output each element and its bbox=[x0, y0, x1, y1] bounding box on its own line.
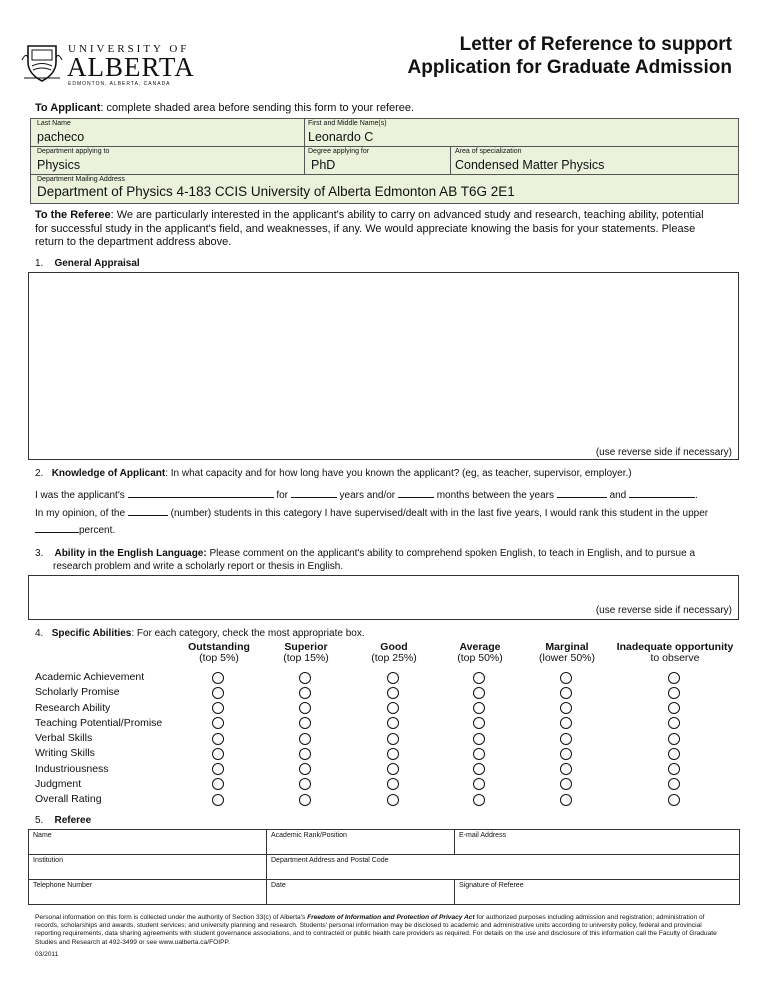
ability-row-label: Industriousness bbox=[35, 762, 109, 775]
referee-name-cell[interactable]: Name bbox=[29, 830, 267, 855]
privacy-notice bbox=[35, 914, 725, 947]
divider bbox=[450, 146, 451, 174]
percent-input[interactable] bbox=[35, 522, 79, 533]
rating-radio[interactable] bbox=[212, 778, 224, 790]
rating-radio[interactable] bbox=[668, 733, 680, 745]
referee-institution-cell[interactable]: Institution bbox=[29, 855, 267, 880]
section4-heading bbox=[35, 628, 365, 639]
rating-radio[interactable] bbox=[560, 717, 572, 729]
rating-radio[interactable] bbox=[560, 672, 572, 684]
for-word: for bbox=[276, 490, 288, 501]
form-date: 03/2011 bbox=[35, 951, 59, 958]
referee-intro-line2: for successful study in the applicant's field, and weaknesses, if any. We would appreciate knowing the basis for your statements. Please bbox=[35, 222, 696, 235]
rating-radio[interactable] bbox=[387, 687, 399, 699]
ability-row-label: Judgment bbox=[35, 777, 82, 790]
section3-text1: Please comment on the applicant's ability to comprehend spoken English, to teach in English, and to pursue a bbox=[206, 548, 696, 559]
rating-column-sub: (top 50%) bbox=[457, 652, 503, 664]
rating-column-header bbox=[371, 642, 417, 664]
privacy-act-name: Freedom of Information and Protection of Privacy Act bbox=[307, 914, 475, 921]
section4-title: Specific Abilities bbox=[51, 628, 132, 639]
and-word: and bbox=[609, 490, 627, 501]
divider bbox=[304, 118, 305, 174]
was-prefix: I was the applicant's bbox=[35, 490, 125, 501]
section2-title: Knowledge of Applicant bbox=[51, 468, 166, 479]
referee-intro-line1: : We are particularly interested in the applicant's ability to carry on advanced study and research, teaching ability, potential bbox=[110, 209, 704, 221]
percent-line bbox=[35, 522, 115, 536]
rating-radio[interactable] bbox=[299, 733, 311, 745]
section3-title: Ability in the English Language: bbox=[54, 548, 207, 559]
rating-column-sub: (top 15%) bbox=[283, 652, 329, 664]
department-field[interactable]: Physics bbox=[37, 158, 81, 172]
divider bbox=[30, 146, 739, 147]
address-field[interactable]: Department of Physics 4-183 CCIS University of Alberta Edmonton AB T6G 2E1 bbox=[37, 184, 515, 199]
ability-row-label: Writing Skills bbox=[35, 747, 95, 760]
rating-radio[interactable] bbox=[212, 794, 224, 806]
ability-row-label: Academic Achievement bbox=[35, 671, 145, 683]
ability-row-label: Verbal Skills bbox=[35, 732, 93, 744]
rating-column-header bbox=[283, 642, 329, 664]
referee-table bbox=[28, 829, 740, 905]
section2-number: 2. bbox=[35, 468, 44, 479]
rating-radio[interactable] bbox=[473, 717, 485, 729]
referee-intro-line3: return to the department address above. bbox=[35, 236, 232, 248]
rating-radio[interactable] bbox=[299, 702, 311, 714]
section4-text: : For each category, check the most appropriate box. bbox=[131, 628, 365, 639]
rating-radio[interactable] bbox=[560, 702, 572, 714]
university-name: ALBERTA bbox=[67, 52, 195, 82]
rating-radio[interactable] bbox=[473, 672, 485, 684]
rating-radio[interactable] bbox=[473, 748, 485, 760]
rating-column-label: Outstanding bbox=[188, 641, 250, 653]
general-appraisal-box[interactable] bbox=[28, 272, 739, 460]
rating-column-sub: (lower 50%) bbox=[538, 652, 596, 664]
section1-number: 1. bbox=[35, 258, 44, 269]
rating-radio[interactable] bbox=[299, 748, 311, 760]
area-label: Area of specialization bbox=[455, 148, 522, 155]
percent-word: percent. bbox=[79, 525, 116, 536]
rating-radio[interactable] bbox=[212, 702, 224, 714]
section5-number: 5. bbox=[35, 815, 44, 826]
department-label: Department applying to bbox=[37, 148, 110, 155]
referee-rank-cell[interactable]: Academic Rank/Position bbox=[267, 830, 455, 855]
rating-radio[interactable] bbox=[473, 778, 485, 790]
rating-radio[interactable] bbox=[212, 717, 224, 729]
form-title-line2: Application for Graduate Admission bbox=[407, 57, 732, 78]
rating-column-header bbox=[617, 642, 734, 664]
referee-phone-cell[interactable]: Telephone Number bbox=[29, 880, 267, 905]
first-name-label: First and Middle Name(s) bbox=[308, 120, 387, 127]
rating-radio[interactable] bbox=[387, 748, 399, 760]
degree-label: Degree applying for bbox=[308, 148, 370, 155]
end-dot: . bbox=[695, 490, 698, 501]
applicant-instruction bbox=[35, 102, 414, 114]
section1-note: (use reverse side if necessary) bbox=[595, 447, 732, 458]
rating-column-sub: to observe bbox=[650, 652, 700, 664]
rating-column-label: Superior bbox=[284, 641, 328, 653]
capacity-input[interactable] bbox=[128, 487, 274, 498]
rating-radio[interactable] bbox=[668, 748, 680, 760]
area-field[interactable]: Condensed Matter Physics bbox=[455, 158, 605, 172]
rating-radio[interactable] bbox=[668, 763, 680, 775]
form-title-line1: Letter of Reference to support bbox=[459, 34, 732, 55]
university-top-text: UNIVERSITY OF bbox=[68, 43, 190, 55]
months-input[interactable] bbox=[398, 487, 434, 498]
rating-radio[interactable] bbox=[212, 733, 224, 745]
university-location: EDMONTON, ALBERTA, CANADA bbox=[68, 81, 171, 87]
ability-row-label: Scholarly Promise bbox=[35, 686, 120, 699]
years-input[interactable] bbox=[291, 487, 337, 498]
rating-column-sub: (top 5%) bbox=[199, 652, 239, 664]
start-year-input[interactable] bbox=[557, 487, 607, 498]
section2-heading bbox=[35, 468, 632, 479]
crest-icon bbox=[20, 40, 64, 84]
ability-row-label: Research Ability bbox=[35, 701, 111, 714]
referee-date-cell[interactable]: Date bbox=[267, 880, 455, 905]
rating-radio[interactable] bbox=[299, 763, 311, 775]
last-name-field[interactable]: pacheco bbox=[37, 130, 85, 144]
rating-radio[interactable] bbox=[387, 717, 399, 729]
applicant-instruction-text: : complete shaded area before sending this form to your referee. bbox=[100, 102, 415, 114]
rating-column-header bbox=[457, 642, 503, 664]
section4-number: 4. bbox=[35, 628, 44, 639]
rating-radio[interactable] bbox=[668, 672, 680, 684]
section3-text2: research problem and write a scholarly report or thesis in English. bbox=[53, 560, 344, 572]
section3-heading bbox=[35, 548, 695, 573]
rating-column-label: Inadequate opportunity bbox=[616, 641, 734, 653]
rating-column-header bbox=[188, 642, 250, 664]
rating-radio[interactable] bbox=[212, 763, 224, 775]
section3-number: 3. bbox=[35, 548, 44, 559]
section5-heading bbox=[35, 815, 91, 826]
rating-radio[interactable] bbox=[560, 687, 572, 699]
rating-radio[interactable] bbox=[473, 702, 485, 714]
section3-note: (use reverse side if necessary) bbox=[595, 605, 732, 616]
rating-radio[interactable] bbox=[560, 763, 572, 775]
referee-dept-address-cell[interactable]: Department Address and Postal Code bbox=[267, 855, 740, 880]
referee-signature-cell[interactable]: Signature of Referee bbox=[455, 880, 740, 905]
rating-radio[interactable] bbox=[473, 794, 485, 806]
rating-radio[interactable] bbox=[668, 687, 680, 699]
privacy-part2: for authorized purposes including admission and registration; administration of records, scholarships and awards, student services; and university planning and research. Students' personal information may be disclosed to academic and administrative units according to university policy, federal and provincial reporting requirements, data sharing agreements with student governance associations, and to contracted or public health care providers as required. For details on the use and disclosure of this information call the Faculty of Graduate Studies and Research at 492-3499 or see www.ualberta.ca/FOIPP. bbox=[35, 914, 717, 946]
rating-radio[interactable] bbox=[387, 794, 399, 806]
rating-column-label: Average bbox=[459, 641, 501, 653]
opinion-line bbox=[35, 505, 708, 519]
rating-radio[interactable] bbox=[299, 778, 311, 790]
rating-radio[interactable] bbox=[473, 733, 485, 745]
rating-radio[interactable] bbox=[387, 672, 399, 684]
opinion-part1: In my opinion, of the bbox=[35, 508, 126, 519]
rating-column-sub: (top 25%) bbox=[371, 652, 417, 664]
student-count-input[interactable] bbox=[128, 505, 168, 516]
referee-email-cell[interactable]: E-mail Address bbox=[455, 830, 740, 855]
rating-radio[interactable] bbox=[668, 702, 680, 714]
capacity-line bbox=[35, 487, 698, 501]
rating-column-label: Marginal bbox=[545, 641, 589, 653]
rating-radio[interactable] bbox=[212, 672, 224, 684]
months-word: months between the years bbox=[436, 490, 554, 501]
rating-radio[interactable] bbox=[299, 687, 311, 699]
ability-row-label: Overall Rating bbox=[35, 793, 102, 805]
years-word: years and/or bbox=[339, 490, 396, 501]
rating-radio[interactable] bbox=[560, 748, 572, 760]
section5-title: Referee bbox=[54, 815, 92, 826]
rating-radio[interactable] bbox=[212, 687, 224, 699]
rating-radio[interactable] bbox=[560, 733, 572, 745]
section1-heading bbox=[35, 258, 140, 269]
rating-radio[interactable] bbox=[473, 687, 485, 699]
rating-column-label: Good bbox=[380, 641, 408, 653]
rating-column-header bbox=[539, 642, 595, 664]
rating-radio[interactable] bbox=[387, 702, 399, 714]
rating-radio[interactable] bbox=[387, 733, 399, 745]
section1-title: General Appraisal bbox=[54, 258, 140, 269]
rating-radio[interactable] bbox=[387, 778, 399, 790]
section2-question: : In what capacity and for how long have you known the applicant? (eg, as teacher, supervisor, employer.) bbox=[165, 468, 632, 479]
degree-field[interactable]: PhD bbox=[311, 158, 336, 172]
rating-radio[interactable] bbox=[387, 763, 399, 775]
rating-radio[interactable] bbox=[560, 778, 572, 790]
rating-radio[interactable] bbox=[299, 672, 311, 684]
first-name-field[interactable]: Leonardo C bbox=[308, 130, 374, 144]
rating-radio[interactable] bbox=[212, 748, 224, 760]
ability-row-label: Teaching Potential/Promise bbox=[35, 716, 163, 729]
rating-radio[interactable] bbox=[299, 794, 311, 806]
rating-radio[interactable] bbox=[668, 794, 680, 806]
privacy-part1: Personal information on this form is collected under the authority of Section 33(c) of Alberta's bbox=[35, 914, 308, 921]
rating-radio[interactable] bbox=[473, 763, 485, 775]
rating-radio[interactable] bbox=[299, 717, 311, 729]
last-name-label: Last Name bbox=[37, 120, 71, 127]
applicant-instruction-bold: To Applicant bbox=[35, 102, 101, 114]
rating-radio[interactable] bbox=[668, 778, 680, 790]
end-year-input[interactable] bbox=[629, 487, 695, 498]
referee-intro-bold: To the Referee bbox=[35, 209, 111, 221]
referee-intro bbox=[35, 209, 704, 250]
divider bbox=[30, 174, 739, 175]
rating-radio[interactable] bbox=[560, 794, 572, 806]
address-label: Department Mailing Address bbox=[37, 176, 125, 183]
rating-radio[interactable] bbox=[668, 717, 680, 729]
opinion-part2: (number) students in this category I have supervised/dealt with in the last five years, I would rank this student in the upper bbox=[170, 508, 709, 519]
